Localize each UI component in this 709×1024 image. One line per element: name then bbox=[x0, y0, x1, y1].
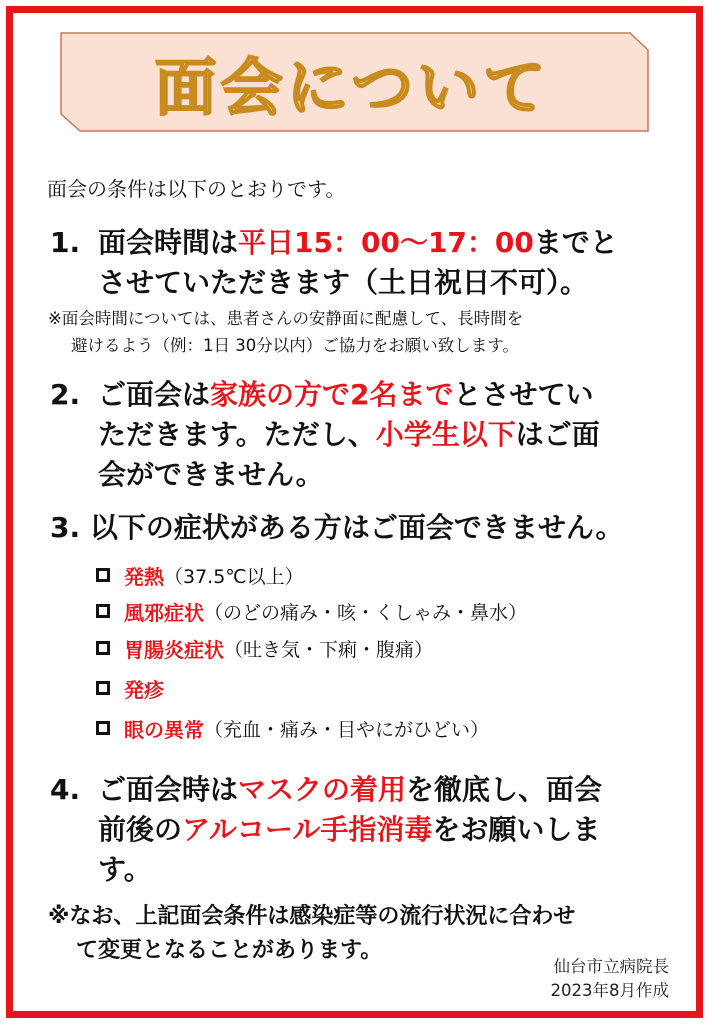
item-number: 4. bbox=[50, 773, 81, 806]
item-line: 会ができません。 bbox=[98, 458, 324, 491]
checkbox-icon bbox=[96, 604, 110, 618]
item-line: ただきます。ただし、小学生以下はご面 bbox=[98, 418, 600, 451]
item-line: 面会時間は平日15：00～17：00までと bbox=[98, 226, 618, 259]
symptom-item: 眼の異常 （充血・痛み・目やにがひどい） bbox=[96, 713, 489, 743]
item-line: させていただきます（土日祝日不可）。 bbox=[98, 266, 589, 299]
item-number: 1. bbox=[50, 226, 81, 259]
mask-requirement: マスクの着用 bbox=[238, 773, 407, 806]
condition-item-1 bbox=[50, 223, 690, 303]
footnote: ※なお、上記面会条件は感染症等の流行状況に合わせ て変更となることがあります。 bbox=[48, 904, 576, 963]
condition-item-2 bbox=[50, 375, 690, 495]
symptom-item: 発熱 （37.5℃以上） bbox=[96, 560, 304, 590]
hand-sanitizing: アルコール手指消毒 bbox=[182, 813, 433, 846]
item-line: ご面会時はマスクの着用を徹底し、面会 bbox=[98, 773, 603, 806]
symptom-item: 胃腸炎症状 （吐き気・下痢・腹痛） bbox=[96, 633, 433, 663]
item-number: 2. bbox=[50, 378, 81, 411]
item-line: 前後のアルコール手指消毒をお願いしま bbox=[98, 813, 601, 846]
signer-organization: 仙台市立病院長 bbox=[553, 957, 669, 976]
created-date: 2023年8月作成 bbox=[550, 981, 669, 1000]
intro-text: 面会の条件は以下のとおりです。 bbox=[47, 177, 346, 201]
condition-item-3-heading: 3. 以下の症状がある方はご面会できません。 bbox=[50, 511, 624, 544]
checkbox-icon bbox=[96, 641, 110, 655]
checkbox-icon bbox=[96, 568, 110, 582]
visiting-time-note: ※面会時間については、患者さんの安静面に配慮して、長時間を 避けるよう（例：1日 30分以内）ご協力をお願い致します。 bbox=[48, 309, 524, 355]
condition-item-4 bbox=[50, 770, 690, 890]
checkbox-icon bbox=[96, 681, 110, 695]
checkbox-icon bbox=[96, 721, 110, 735]
page-title: 面会について bbox=[154, 50, 550, 124]
age-restriction: 小学生以下 bbox=[375, 418, 516, 451]
visitor-limit: 家族の方で2名まで bbox=[210, 378, 454, 411]
visiting-hours: 平日15：00～17：00 bbox=[238, 226, 534, 259]
item-line: ご面会は家族の方で2名までとさせてい bbox=[98, 378, 594, 411]
item-line: す。 bbox=[98, 853, 152, 886]
symptom-item: 発疹 bbox=[96, 673, 164, 703]
symptom-item: 風邪症状 （のどの痛み・咳・くしゃみ・鼻水） bbox=[96, 596, 527, 626]
